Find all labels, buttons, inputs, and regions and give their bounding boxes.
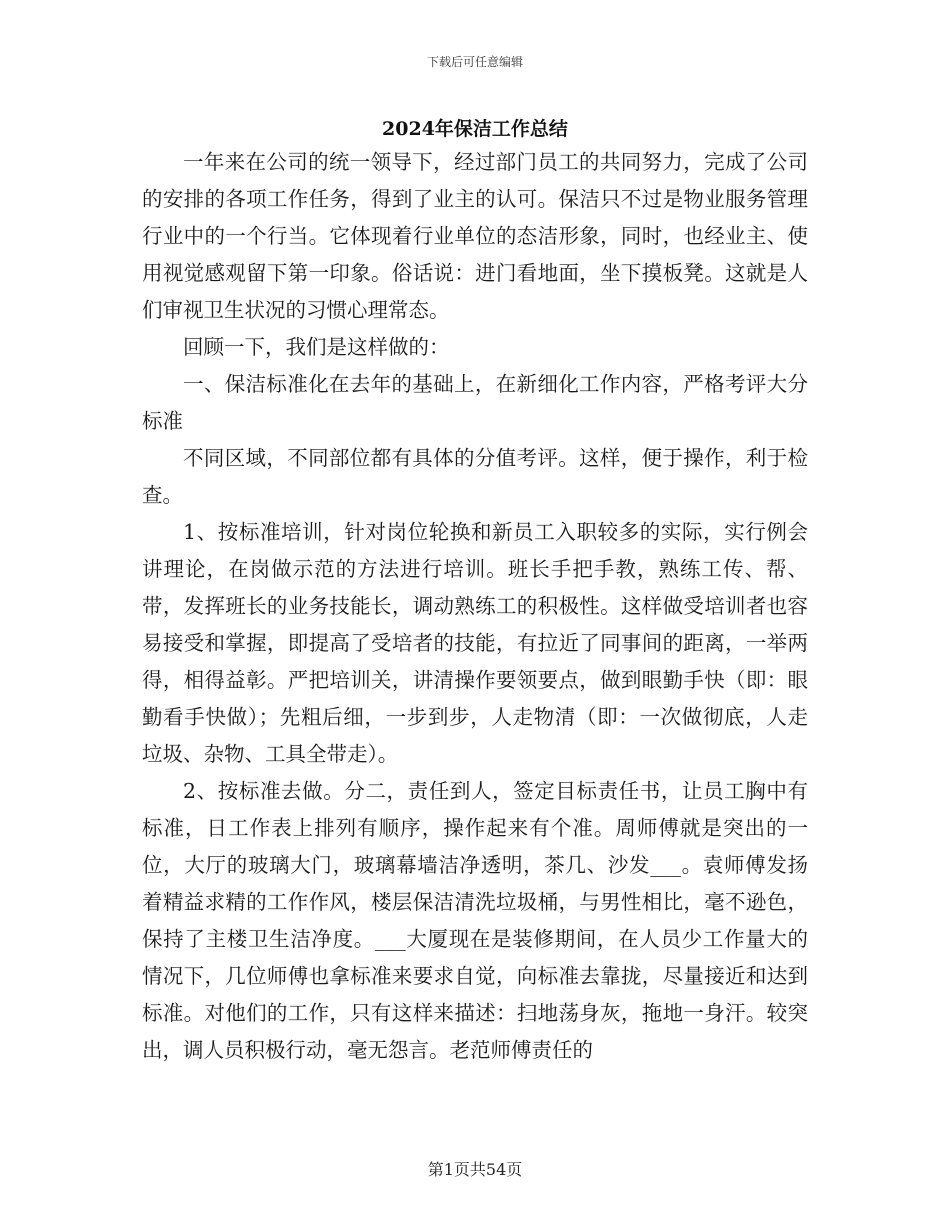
header-note: 下载后可任意编辑 [426, 55, 523, 69]
page-number: 第1页共54页 [427, 1160, 523, 1179]
paragraph-review: 回顾一下，我们是这样做的： [183, 335, 450, 359]
paragraph-item-two: 2、按标准去做。分二，责任到人，签定目标责任书，让员工胸中有标准，日工作表上排列有顺序，操作起来有个准。周师傅就是突出的一位，大厅的玻璃大门，玻璃幕墙洁净透明，茶几、沙发___。袁师傅发扬着精益求精的工作作风，楼层保洁清洗垃圾桶，与男性相比，毫不逊色，保持了主楼卫生洁净度。___大厦现在是装修期间，在人员少工作量大的情况下，几位师傅也拿标准来要求自觉，向标准去靠拢，尽量接近和达到标准。对他们的工作，只有这样来描述：扫地荡身灰，拖地一身汗。较突出，调人员积极行动，毫无怨言。老范师傅责任的 [142, 779, 808, 1062]
document-title: 2024年保洁工作总结 [382, 118, 568, 140]
paragraph-section-one-heading: 一、保洁标准化在去年的基础上，在新细化工作内容，严格考评大分标准 [142, 372, 808, 433]
paragraph-intro: 一年来在公司的统一领导下，经过部门员工的共同努力，完成了公司的安排的各项工作任务，得到了业主的认可。保洁只不过是物业服务管理行业中的一个行当。它体现着行业单位的态洁形象，同时，也经业主、使用视觉感观留下第一印象。俗话说：进门看地面，坐下摸板凳。这就是人们审视卫生状况的习惯心理常态。 [142, 150, 808, 322]
paragraph-section-one-body: 不同区域，不同部位都有具体的分值考评。这样，便于操作，利于检查。 [142, 446, 808, 507]
paragraph-item-one: 1、按标准培训，针对岗位轮换和新员工入职较多的实际，实行例会讲理论，在岗做示范的方法进行培训。班长手把手教，熟练工传、帮、带，发挥班长的业务技能长，调动熟练工的积极性。这样做受培训者也容易接受和掌握，即提高了受培者的技能，有拉近了同事间的距离，一举两得，相得益彰。严把培训关，讲清操作要领要点，做到眼勤手快（即：眼勤看手快做）；先粗后细，一步到步，人走物清（即：一次做彻底，人走垃圾、杂物、工具全带走）。 [142, 520, 808, 766]
document-body [142, 144, 808, 1069]
